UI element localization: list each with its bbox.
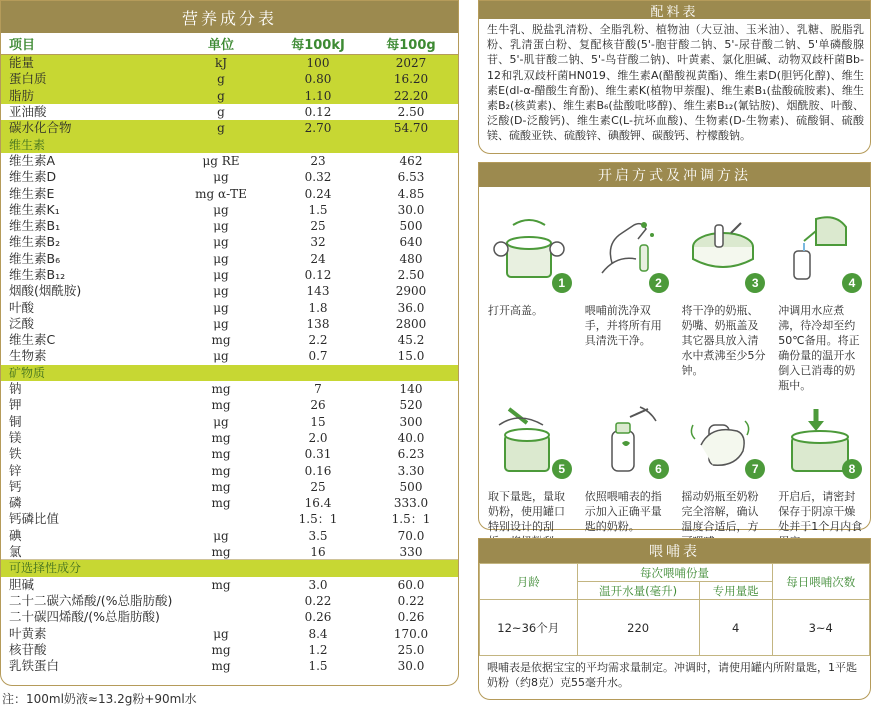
feeding-col-water: 温开水量(毫升) — [577, 582, 699, 600]
header-item: 项目 — [9, 38, 36, 53]
nutrient-name: 铜 — [9, 413, 22, 429]
section-header-row — [1, 560, 458, 576]
nutrient-unit: mg — [211, 479, 231, 494]
value-per-g: 2.50 — [397, 268, 425, 282]
value-per-kj: 0.80 — [304, 72, 332, 87]
nutrient-row — [1, 251, 458, 267]
value-per-kj: 32 — [310, 235, 326, 250]
feeding-age: 12~36个月 — [480, 600, 578, 656]
nutrition-rows — [1, 55, 458, 674]
nutrient-name: 铁 — [9, 446, 22, 462]
nutrient-row — [1, 169, 458, 185]
nutrient-unit: μg — [213, 251, 229, 266]
nutrient-unit: μg — [213, 349, 229, 364]
value-per-g: 30.0 — [397, 659, 425, 674]
nutrient-row — [1, 267, 458, 283]
nutrient-row — [1, 577, 458, 593]
value-per-g: 4.85 — [397, 186, 425, 201]
nutrient-name: 钠 — [9, 381, 22, 397]
value-per-g: 6.23 — [397, 447, 425, 462]
nutrient-row — [1, 511, 458, 527]
value-per-g: 25.0 — [397, 642, 425, 657]
nutrient-name: 镁 — [9, 429, 22, 445]
nutrient-unit: μg — [213, 300, 229, 315]
nutrient-name: 维生素B₁ — [9, 218, 61, 234]
value-per-g: 0.22 — [397, 593, 425, 608]
nutrient-unit: g — [217, 88, 225, 103]
nutrient-name: 碳水化合物 — [9, 120, 72, 136]
nutrient-row — [1, 593, 458, 609]
nutrient-name: 钙 — [9, 478, 22, 494]
nutrient-row — [1, 528, 458, 544]
nutrient-row — [1, 348, 458, 364]
nutrient-row — [1, 609, 458, 625]
nutrient-name: 二十二碳六烯酸/(%总脂肪酸) — [9, 592, 173, 608]
value-per-kj: 3.0 — [308, 577, 328, 592]
nutrition-header-row — [1, 33, 458, 55]
nutrient-unit: μg — [213, 626, 229, 641]
value-per-g: 70.0 — [397, 528, 425, 543]
nutrient-name: 脂肪 — [9, 87, 35, 103]
value-per-kj: 25 — [310, 479, 326, 494]
value-per-kj: 23 — [310, 153, 326, 168]
nutrient-row — [1, 658, 458, 674]
feeding-scoops: 4 — [699, 600, 772, 656]
feeding-water: 220 — [577, 600, 699, 656]
nutrient-name: 胆碱 — [9, 576, 35, 592]
value-per-kj: 0.32 — [304, 170, 332, 185]
nutrient-row — [1, 446, 458, 462]
nutrient-unit: mg — [211, 642, 231, 657]
feeding-col-daily: 每日喂哺次数 — [772, 564, 870, 600]
value-per-g: 500 — [399, 479, 423, 494]
step-instruction: 将干净的奶瓶、奶嘴、奶瓶盖及其它器具放入清水中煮沸至少5分钟。 — [681, 304, 766, 377]
nutrient-name: 氯 — [9, 543, 22, 559]
step-illustration — [578, 385, 675, 487]
nutrient-row — [1, 381, 458, 397]
step-number-badge: 1 — [552, 273, 572, 293]
value-per-g: 333.0 — [393, 496, 429, 511]
step-number-badge: 6 — [649, 459, 669, 479]
value-per-g: 36.0 — [397, 300, 425, 315]
nutrient-row — [1, 397, 458, 413]
value-per-kj: 0.26 — [304, 610, 332, 625]
nutrient-row — [1, 316, 458, 332]
nutrient-row — [1, 104, 458, 120]
nutrient-row — [1, 479, 458, 495]
nutrient-name: 维生素K₁ — [9, 201, 60, 217]
nutrient-name: 维生素A — [9, 152, 56, 168]
nutrient-name: 维生素E — [9, 185, 55, 201]
value-per-kj: 7 — [314, 382, 322, 397]
value-per-g: 60.0 — [397, 577, 425, 592]
value-per-g: 640 — [399, 235, 423, 250]
step-instruction: 依照喂哺表的指示加入正确平量匙的奶粉。 — [584, 490, 662, 533]
nutrient-row — [1, 153, 458, 169]
ingredients-panel — [478, 0, 871, 154]
nutrient-unit: μg RE — [202, 153, 240, 168]
nutrient-unit: μg — [213, 219, 229, 234]
nutrient-unit: g — [217, 121, 225, 136]
nutrient-name: 钾 — [9, 397, 22, 413]
value-per-g: 1.5：1 — [391, 512, 431, 527]
nutrient-row — [1, 332, 458, 348]
value-per-kj: 1.5 — [308, 202, 328, 217]
step-number-badge: 8 — [842, 459, 862, 479]
nutrient-unit: μg — [213, 316, 229, 331]
nutrient-unit: μg — [213, 414, 229, 429]
header-per-kj: 每100kJ — [291, 38, 345, 53]
value-per-g: 16.20 — [393, 72, 429, 87]
nutrient-unit: μg — [213, 202, 229, 217]
value-per-kj: 1.10 — [304, 88, 332, 103]
value-per-kj: 0.24 — [304, 186, 332, 201]
nutrient-name: 叶酸 — [9, 299, 35, 315]
step-instruction: 喂哺前洗净双手，并将所有用具清洗干净。 — [584, 304, 662, 347]
nutrient-name: 乳铁蛋白 — [9, 658, 60, 674]
value-per-g: 2800 — [395, 316, 427, 331]
value-per-kj: 0.31 — [304, 447, 332, 462]
step-illustration — [578, 187, 675, 301]
nutrient-name: 维生素B₆ — [9, 250, 61, 266]
step-number-badge: 7 — [745, 459, 765, 479]
value-per-kj: 24 — [310, 251, 326, 266]
value-per-g: 500 — [399, 219, 423, 234]
section-header-row — [1, 365, 458, 381]
value-per-g: 330 — [399, 544, 423, 559]
value-per-kj: 16.4 — [304, 496, 332, 511]
nutrient-row — [1, 55, 458, 71]
value-per-kj: 0.12 — [304, 105, 332, 120]
nutrient-row — [1, 299, 458, 315]
nutrient-row — [1, 414, 458, 430]
nutrient-row — [1, 71, 458, 87]
feeding-note: 喂哺表是依据宝宝的平均需求量制定。冲调时，请使用罐内所附量匙，1平匙奶粉（约8克）克55毫升水。 — [487, 661, 857, 689]
value-per-kj: 143 — [306, 284, 330, 299]
value-per-kj: 2.0 — [308, 430, 328, 445]
nutrient-name: 维生素C — [9, 332, 56, 348]
value-per-g: 2027 — [395, 56, 427, 71]
nutrient-unit: μg — [213, 235, 229, 250]
ingredients-title: 配料表 — [479, 1, 870, 19]
nutrient-unit: mg — [211, 659, 231, 674]
value-per-g: 40.0 — [397, 430, 425, 445]
feeding-panel — [478, 538, 871, 700]
nutrient-name: 蛋白质 — [9, 71, 47, 87]
value-per-g: 520 — [399, 398, 423, 413]
nutrient-name: 叶黄素 — [9, 625, 47, 641]
nutrient-name: 维生素B₂ — [9, 234, 61, 250]
value-per-kj: 1.5 — [308, 659, 328, 674]
value-per-kj: 2.70 — [304, 121, 332, 136]
step-number-badge: 4 — [842, 273, 862, 293]
nutrient-row — [1, 88, 458, 104]
nutrient-name: 核苷酸 — [9, 641, 47, 657]
nutrient-row — [1, 283, 458, 299]
value-per-kj: 26 — [310, 398, 326, 413]
value-per-kj: 0.22 — [304, 593, 332, 608]
step-illustration — [675, 385, 772, 487]
nutrient-unit: mg α-TE — [195, 186, 247, 201]
serving-note: 注：100ml奶液≈13.2g粉+90ml水 — [2, 692, 197, 706]
nutrient-unit: mg — [211, 382, 231, 397]
nutrient-name: 泛酸 — [9, 315, 35, 331]
value-per-kj: 1.2 — [308, 642, 328, 657]
value-per-kj: 100 — [306, 56, 330, 71]
step-illustration — [771, 385, 868, 487]
step-illustration — [771, 187, 868, 301]
nutrient-name: 可选择性成分 — [9, 561, 82, 576]
nutrient-unit: mg — [211, 463, 231, 478]
value-per-kj: 1.5：1 — [298, 512, 338, 527]
value-per-g: 45.2 — [397, 333, 425, 348]
step-instruction: 取下量匙，量取奶粉，使用罐口特别设计的刮 — [488, 490, 565, 533]
nutrient-unit: mg — [211, 447, 231, 462]
nutrition-title: 营养成分表 — [1, 1, 458, 33]
nutrient-name: 能量 — [9, 55, 35, 71]
nutrient-row — [1, 120, 458, 136]
nutrient-unit: mg — [211, 496, 231, 511]
value-per-kj: 138 — [306, 316, 330, 331]
nutrient-name: 磷 — [9, 495, 22, 511]
nutrient-name: 维生素D — [9, 169, 57, 185]
step-number-badge: 5 — [552, 459, 572, 479]
value-per-g: 3.30 — [397, 463, 425, 478]
step-number-badge: 2 — [649, 273, 669, 293]
nutrient-unit: kJ — [214, 56, 228, 71]
value-per-g: 300 — [399, 414, 423, 429]
feeding-col-age: 月龄 — [480, 564, 578, 600]
nutrient-row — [1, 544, 458, 560]
value-per-g: 2900 — [395, 284, 427, 299]
nutrient-unit: μg — [213, 268, 229, 282]
value-per-g: 6.53 — [397, 170, 425, 185]
feeding-row — [480, 600, 870, 656]
nutrient-unit: μg — [213, 284, 229, 299]
nutrient-unit: μg — [213, 170, 229, 185]
nutrient-unit: mg — [211, 430, 231, 445]
feeding-col-per-feed: 每次喂哺份量 — [577, 564, 772, 582]
nutrient-name: 维生素 — [9, 137, 46, 152]
value-per-g: 2.50 — [397, 105, 425, 120]
ingredients-text: 生牛乳、脱盐乳清粉、全脂乳粉、植物油（大豆油、玉米油）、乳糖、脱脂乳粉、乳清蛋白粉、复配核苷酸(5'-胞苷酸二钠、5'-尿苷酸二钠、5'单磷酸腺苷、5'-肌苷酸二钠、5'-鸟苷酸二钠)、叶黄素、氯化胆碱、动物双歧杆菌Bb-12和乳双歧杆菌HN019、维生素A(醋酸视黄酯)、维生素D(胆钙化醇)、维生素E(dl-α-醋酸生育酚)、维生素K(植物甲萘醌)、维生素B₁(盐酸硫胺素)、维生素B₂(核黄素)、维生素B₆(盐酸吡哆醇)、维生素B₁₂(氰钴胺)、烟酰胺、叶酸、泛酸(D-泛酸钙)、维生素C(L-抗坏血酸)、生物素(D-生物素)、硫酸铜、硫酸镁、硫酸亚铁、硫酸锌、碘酸钾、碳酸钙、柠檬酸钠。 — [487, 23, 864, 143]
value-per-kj: 1.8 — [308, 300, 328, 315]
value-per-kj: 15 — [310, 414, 326, 429]
nutrient-name: 锌 — [9, 462, 22, 478]
nutrient-name: 矿物质 — [9, 365, 46, 380]
step-instruction: 冲调用水应煮沸，待冷却至约50℃备用。将正确份量的温开水倒入已消毒的奶瓶中。 — [778, 304, 860, 392]
nutrient-unit: g — [217, 105, 225, 120]
value-per-g: 22.20 — [393, 88, 429, 103]
value-per-kj: 0.7 — [308, 349, 328, 364]
nutrient-name: 维生素B₁₂ — [9, 267, 66, 282]
header-unit: 单位 — [207, 38, 234, 53]
nutrient-row — [1, 185, 458, 201]
step-instruction: 打开高盖。 — [488, 304, 543, 317]
section-header-row — [1, 136, 458, 152]
value-per-g: 30.0 — [397, 202, 425, 217]
value-per-kj: 0.16 — [304, 463, 332, 478]
value-per-kj: 0.12 — [304, 268, 332, 282]
feeding-title: 喂哺表 — [479, 539, 870, 563]
value-per-g: 170.0 — [393, 626, 429, 641]
value-per-g: 54.70 — [393, 121, 429, 136]
preparation-title: 开启方式及冲调方法 — [479, 163, 870, 187]
header-per-g: 每100g — [386, 38, 436, 53]
nutrient-name: 亚油酸 — [9, 104, 47, 120]
nutrient-name: 钙磷比值 — [9, 511, 60, 527]
nutrient-row — [1, 430, 458, 446]
value-per-g: 462 — [399, 153, 423, 168]
step-illustration — [481, 385, 578, 487]
nutrient-row — [1, 642, 458, 658]
feeding-col-scoops: 专用量匙 — [699, 582, 772, 600]
step-number-badge: 3 — [745, 273, 765, 293]
nutrient-unit: g — [217, 72, 225, 87]
value-per-kj: 2.2 — [308, 333, 328, 348]
nutrient-name: 碘 — [9, 527, 22, 543]
nutrient-row — [1, 495, 458, 511]
nutrient-row — [1, 218, 458, 234]
value-per-kj: 8.4 — [308, 626, 328, 641]
nutrient-name: 烟酸(烟酰胺) — [9, 283, 82, 299]
step-illustration — [675, 187, 772, 301]
value-per-g: 480 — [399, 251, 423, 266]
nutrient-row — [1, 202, 458, 218]
value-per-g: 15.0 — [397, 349, 425, 364]
feeding-table — [479, 563, 870, 656]
nutrient-unit: mg — [211, 333, 231, 348]
nutrient-name: 生物素 — [9, 348, 47, 364]
nutrient-row — [1, 625, 458, 641]
step-instruction: 开启后，请密封保存于阴凉干燥处并于1个月内食 — [778, 490, 863, 533]
nutrient-row — [1, 462, 458, 478]
nutrient-unit: mg — [211, 544, 231, 559]
step-instruction: 摇动奶瓶至奶粉完全溶解，确认温度合适后，方 — [681, 490, 759, 533]
nutrient-unit: μg — [213, 528, 229, 543]
preparation-panel — [478, 162, 871, 533]
value-per-g: 0.26 — [397, 610, 425, 625]
nutrient-name: 二十碳四烯酸/(%总脂肪酸) — [9, 609, 160, 625]
nutrient-unit: mg — [211, 577, 231, 592]
nutrient-unit: mg — [211, 398, 231, 413]
value-per-kj: 25 — [310, 219, 326, 234]
feeding-daily: 3~4 — [772, 600, 870, 656]
value-per-g: 140 — [399, 382, 423, 397]
value-per-kj: 3.5 — [308, 528, 328, 543]
value-per-kj: 16 — [310, 544, 326, 559]
nutrient-row — [1, 234, 458, 250]
step-illustration — [481, 187, 578, 301]
